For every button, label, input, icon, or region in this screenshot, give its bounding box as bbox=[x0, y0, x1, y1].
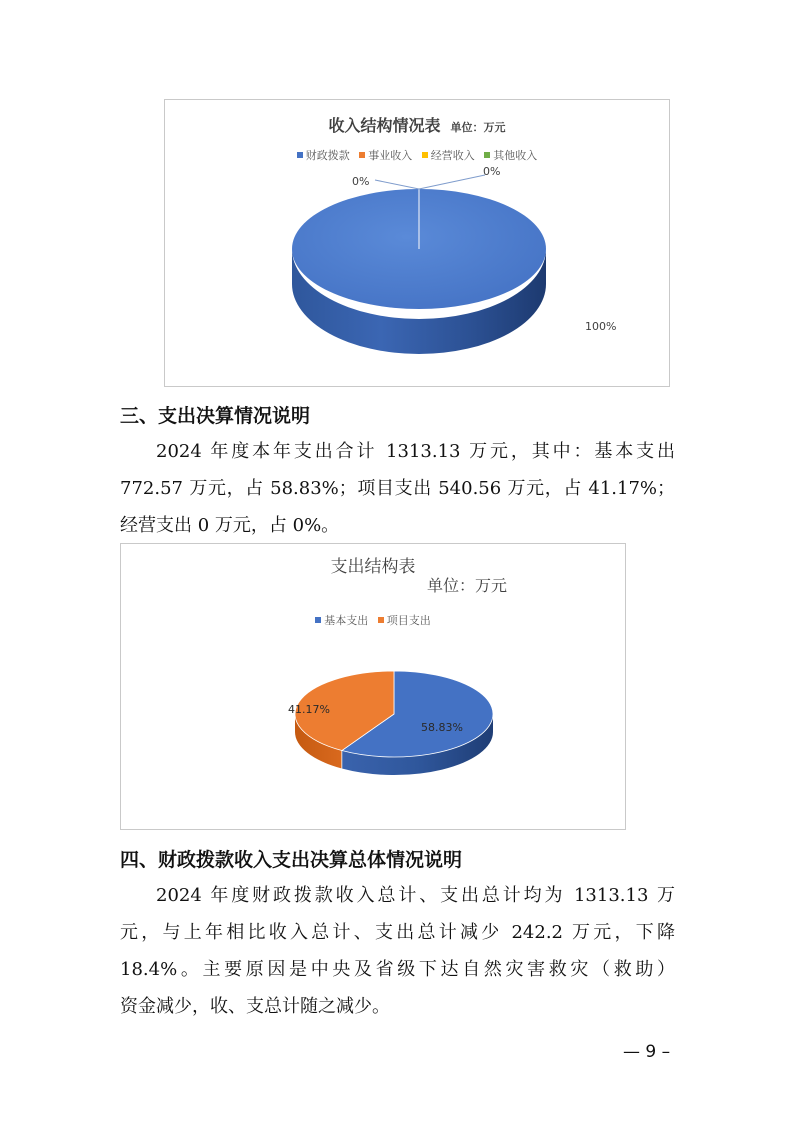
income-structure-chart bbox=[164, 99, 670, 387]
pie-plot bbox=[165, 100, 671, 388]
section3-paragraph bbox=[120, 433, 675, 544]
legend-label: 经营收入 bbox=[430, 149, 475, 162]
legend-label: 基本支出 bbox=[324, 614, 369, 627]
pie-slices bbox=[295, 671, 493, 775]
paragraph-line: 18.4%。主要原因是中央及省级下达自然灾害救灾（救助） bbox=[120, 959, 675, 980]
chart-unit-label: 单位：万元 bbox=[427, 576, 508, 595]
paragraph-line: 2024 年度财政拨款收入总计、支出总计均为 1313.13 万 bbox=[156, 885, 676, 906]
paragraph-line: 经营支出 0 万元，占 0%。 bbox=[120, 515, 340, 536]
paragraph-line: 资金减少，收、支总计随之减少。 bbox=[120, 996, 390, 1017]
chart-title: 支出结构表 bbox=[330, 557, 416, 577]
data-label: 100% bbox=[585, 320, 617, 333]
section-heading: 四、财政拨款收入支出决算总体情况说明 bbox=[120, 849, 463, 871]
section-heading: 三、支出决算情况说明 bbox=[120, 405, 311, 427]
chart-title-text: 收入结构情况表 bbox=[328, 116, 441, 135]
data-label: 0% bbox=[483, 165, 501, 178]
leader-line bbox=[375, 180, 419, 189]
section4-paragraph bbox=[120, 877, 675, 1025]
expenditure-structure-chart bbox=[120, 543, 626, 830]
legend-label: 事业收入 bbox=[368, 149, 413, 162]
page-number: — 9 – bbox=[623, 1042, 671, 1062]
paragraph-line: 元，与上年相比收入总计、支出总计减少 242.2 万元，下降 bbox=[120, 922, 675, 943]
pie-plot bbox=[121, 544, 627, 831]
chart-unit-label: 单位：万元 bbox=[450, 121, 506, 134]
legend-label: 财政拨款 bbox=[305, 149, 350, 162]
data-label: 0% bbox=[352, 175, 370, 188]
paragraph-line: 2024 年度本年支出合计 1313.13 万元，其中：基本支出 bbox=[156, 441, 675, 462]
data-label: 41.17% bbox=[288, 703, 330, 716]
paragraph-line: 772.57 万元，占 58.83%；项目支出 540.56 万元，占 41.17%； bbox=[120, 478, 675, 499]
leader-line bbox=[419, 175, 485, 189]
legend-label: 项目支出 bbox=[386, 614, 431, 627]
legend-label: 其他收入 bbox=[493, 149, 538, 162]
data-label: 58.83% bbox=[421, 721, 463, 734]
